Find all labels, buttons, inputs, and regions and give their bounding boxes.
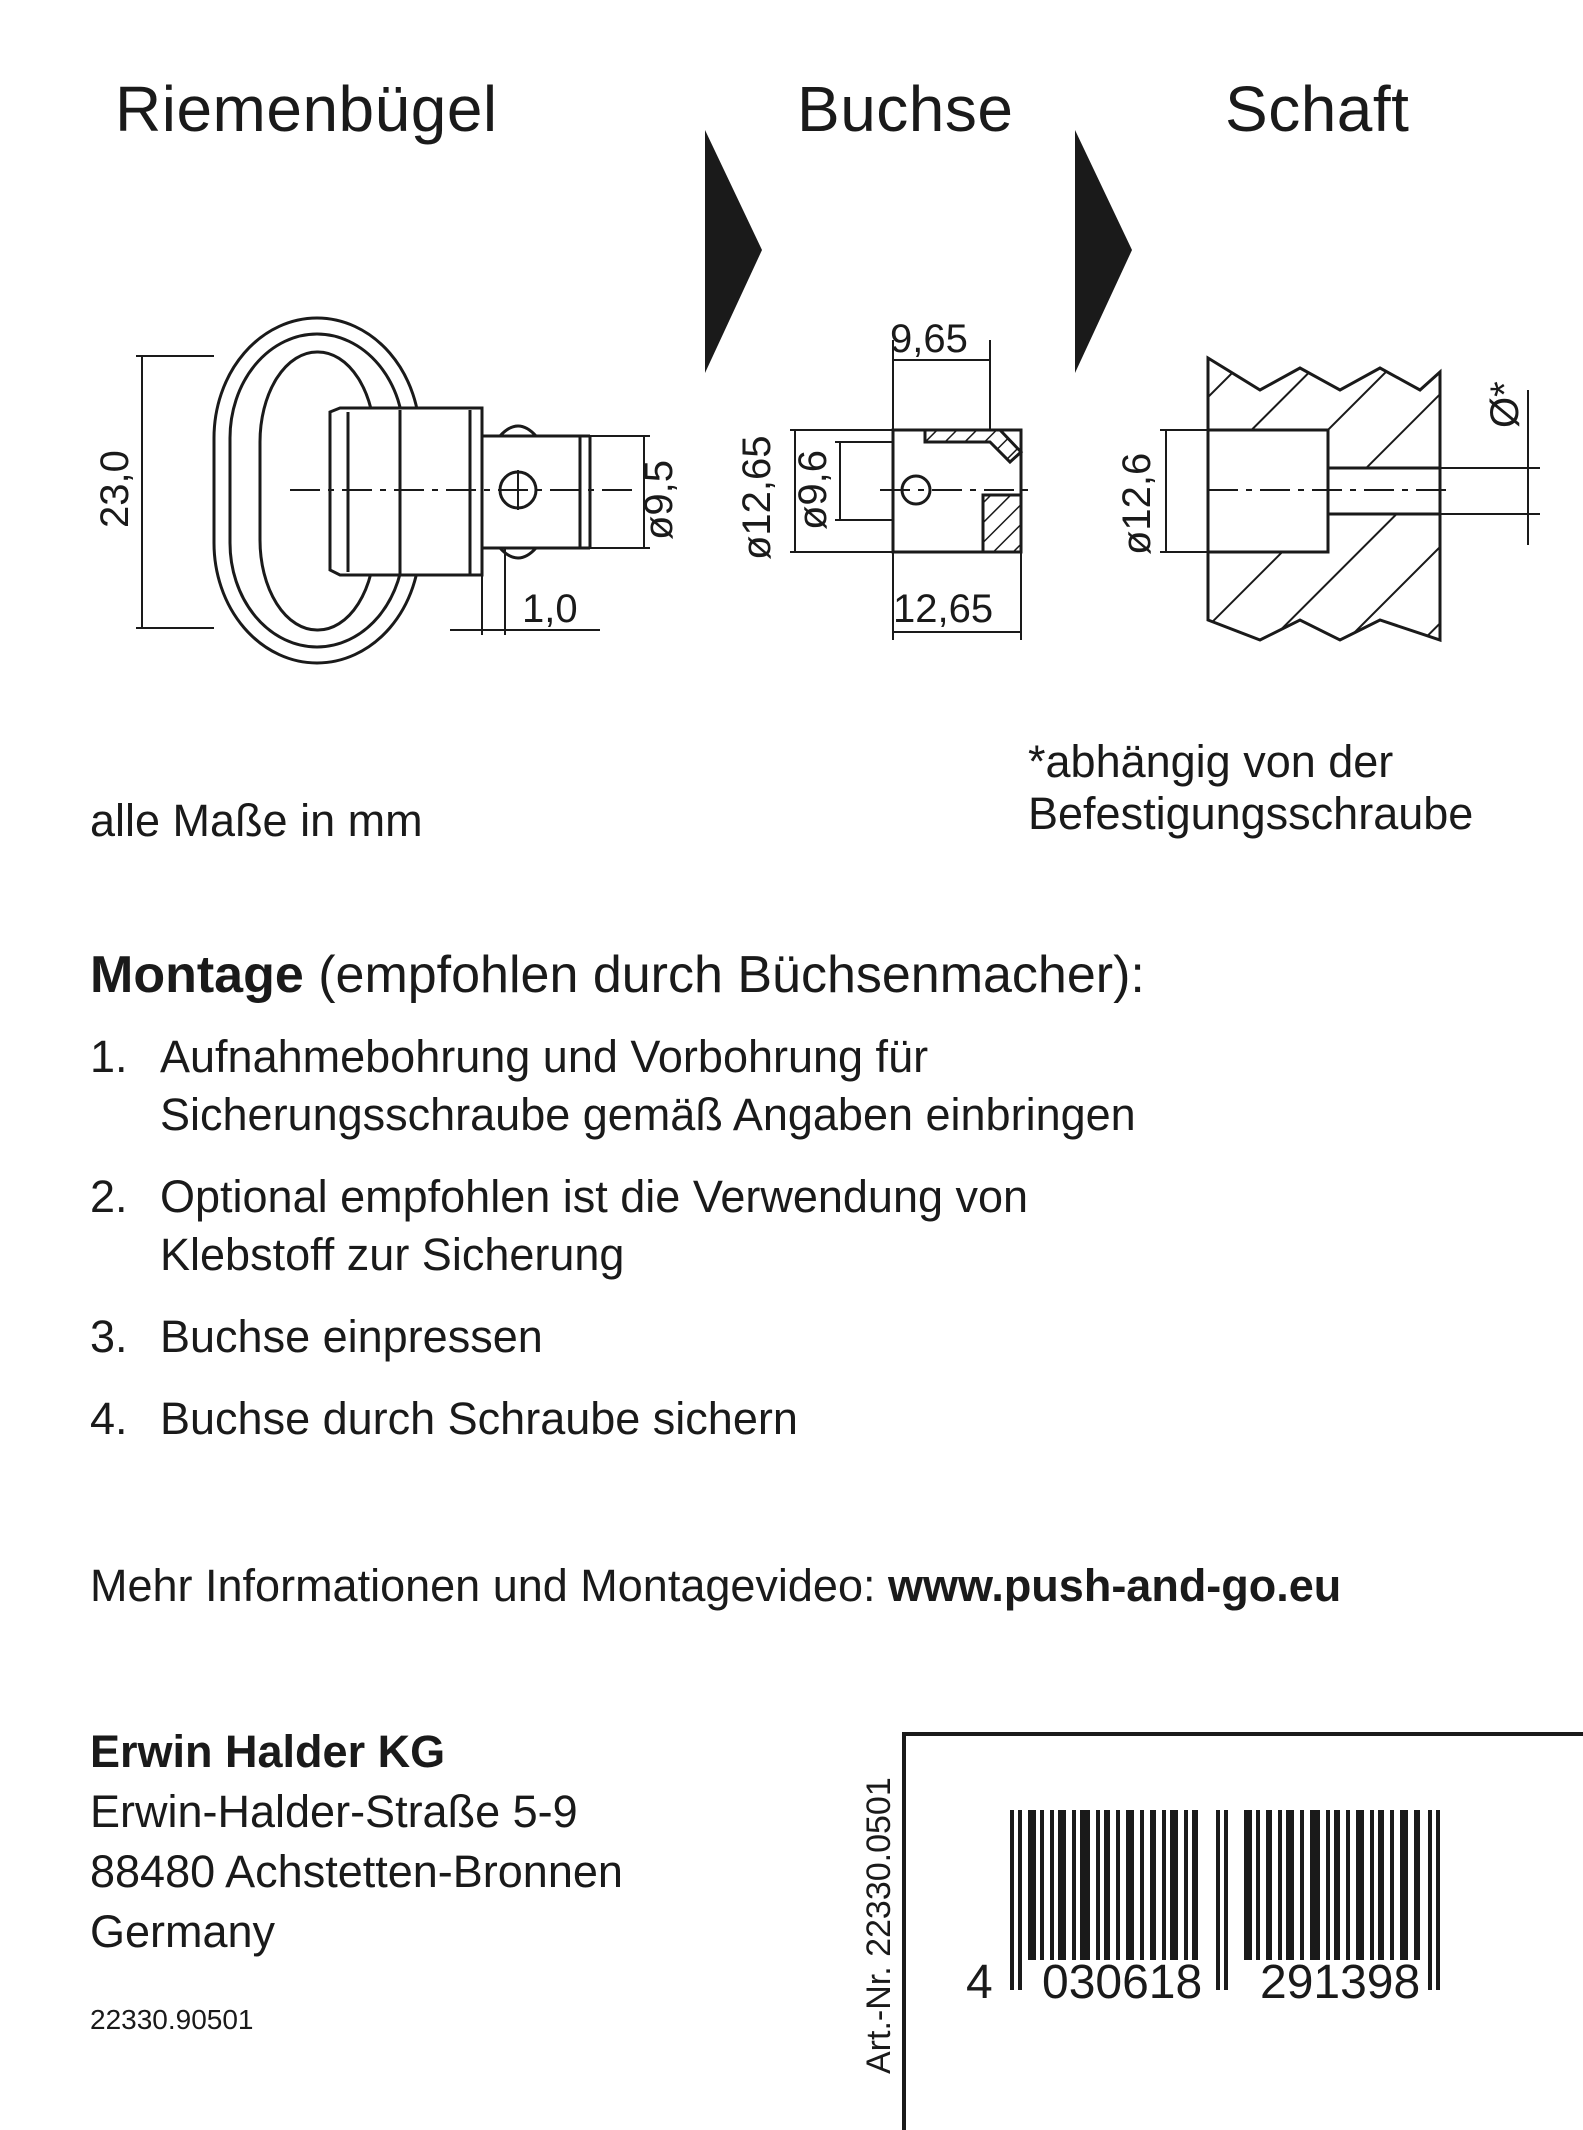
list-item xyxy=(90,1390,1490,1448)
montage-title-rest: (empfohlen durch Büchsenmacher): xyxy=(303,946,1145,1004)
montage-steps xyxy=(90,1028,1490,1472)
units-note: alle Maße in mm xyxy=(90,795,423,846)
step-number: 4. xyxy=(90,1393,128,1444)
list-item xyxy=(90,1028,1290,1144)
heading-riemenbuegel: Riemenbügel xyxy=(115,73,498,145)
step-number: 1. xyxy=(90,1031,128,1082)
heading-buchse: Buchse xyxy=(797,73,1014,145)
arrow-icon-2 xyxy=(1075,130,1132,373)
dim-schaft-screw: Ø* xyxy=(1483,381,1527,428)
heading-schaft: Schaft xyxy=(1225,73,1410,145)
step-text: Optional empfohlen ist die Verwendung von Klebstoff zur Sicherung xyxy=(160,1171,1029,1280)
dim-buchse-bottom: 12,65 xyxy=(893,587,994,631)
footnote-line1: *abhängig von der xyxy=(1028,736,1394,787)
barcode-digits-right: 291398 xyxy=(1260,1956,1421,2009)
technical-drawing xyxy=(0,0,1583,720)
dim-riemen-height: 23,0 xyxy=(93,450,137,528)
company-country: Germany xyxy=(90,1906,276,1957)
dim-buchse-outer: ø12,65 xyxy=(735,435,779,560)
company-address xyxy=(90,1722,623,1962)
step-number: 2. xyxy=(90,1171,128,1222)
dim-schaft-diameter: ø12,6 xyxy=(1115,452,1159,555)
company-name: Erwin Halder KG xyxy=(90,1726,446,1777)
list-item xyxy=(90,1168,1210,1284)
info-line xyxy=(90,1560,1341,1612)
step-text: Buchse durch Schraube sichern xyxy=(160,1393,798,1444)
montage-title-bold: Montage xyxy=(90,946,304,1004)
barcode-digit-first: 4 xyxy=(966,1956,993,2009)
document-code: 22330.90501 xyxy=(90,2004,254,2035)
dim-riemen-gap: 1,0 xyxy=(522,587,578,631)
footnote-line2: Befestigungsschraube xyxy=(1028,788,1474,839)
company-street: Erwin-Halder-Straße 5-9 xyxy=(90,1786,578,1837)
dim-buchse-inner: ø9,6 xyxy=(791,449,835,530)
info-text: Mehr Informationen und Montagevideo: xyxy=(90,1560,888,1611)
montage-title xyxy=(90,945,1145,1005)
arrow-icon-1 xyxy=(705,130,762,373)
step-number: 3. xyxy=(90,1311,128,1362)
step-text: Buchse einpressen xyxy=(160,1311,543,1362)
barcode-digits-left: 030618 xyxy=(1042,1956,1203,2009)
footnote xyxy=(1028,736,1473,840)
dim-buchse-top: 9,65 xyxy=(890,317,968,361)
list-item xyxy=(90,1308,1490,1366)
dim-riemen-diameter: ø9,5 xyxy=(637,459,681,540)
step-text: Aufnahmebohrung und Vorbohrung für Sicherungsschraube gemäß Angaben einbringen xyxy=(160,1031,1136,1140)
company-city: 88480 Achstetten-Bronnen xyxy=(90,1846,623,1897)
article-number: Art.-Nr. 22330.0501 xyxy=(860,1777,898,2074)
website-link[interactable]: www.push-and-go.eu xyxy=(887,1560,1342,1611)
